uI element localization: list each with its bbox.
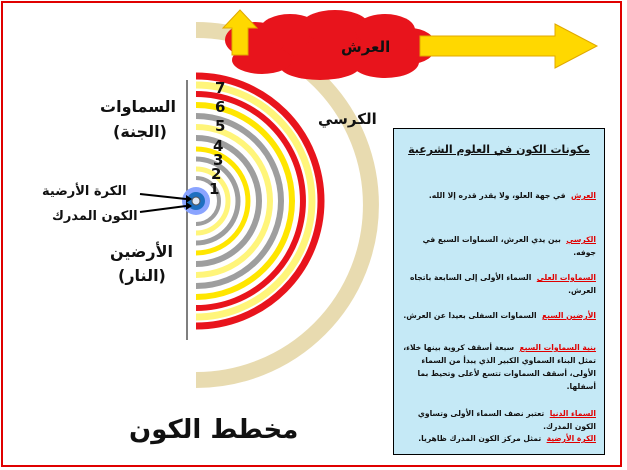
entry-desc: السماوات السفلى بعيدا عن العرش. xyxy=(403,311,537,320)
entry-desc: تعتبر نصف السماء الأولى وتساوي الكون المدرك. xyxy=(417,409,596,431)
panel-entry-high-heavens xyxy=(400,271,596,297)
entry-term: السماء الدنيا xyxy=(549,409,596,418)
entry-desc: بين يدي العرش، السماوات السبع في جوفه. xyxy=(422,235,596,257)
entry-desc: السماء الأولى إلى السابعة باتجاه العرش. xyxy=(409,273,596,295)
ring-number-6: 6 xyxy=(215,98,226,116)
entry-desc: تمثل مركز الكون المدرك ظاهريا. xyxy=(418,434,542,443)
heavens-sub-label: (الجنة) xyxy=(113,122,167,141)
entry-term: السماوات العلى xyxy=(536,273,596,282)
throne-label: العرش xyxy=(341,38,391,56)
entry-desc: في جهة العلو، ولا يقدر قدره إلا الله. xyxy=(428,191,566,200)
ring-number-2: 2 xyxy=(211,165,222,183)
ring-number-5: 5 xyxy=(215,117,226,135)
panel-entry-earth-sphere xyxy=(400,432,596,445)
entry-term: الأرضين السبع xyxy=(541,311,596,320)
throne-cloud xyxy=(225,10,436,80)
entry-term: الكرسي xyxy=(566,235,596,244)
panel-entry-seven-earths xyxy=(400,309,596,322)
panel-entry-arsh xyxy=(400,189,596,202)
heavens-label: السماوات xyxy=(100,97,177,116)
panel-entry-lowest-heaven xyxy=(400,407,596,433)
entry-term: العرش xyxy=(571,191,596,200)
panel-entry-kursi xyxy=(400,233,596,259)
diagram-title: مخطط الكون xyxy=(129,415,299,445)
right-arrow xyxy=(420,24,597,68)
earth-sphere-label: الكرة الأرضية xyxy=(42,184,127,199)
ring-number-4: 4 xyxy=(213,137,224,155)
ring-number-3: 3 xyxy=(213,151,224,169)
components-panel xyxy=(393,128,605,455)
kursi-label: الكرسي xyxy=(318,110,377,128)
earths-label: الأرضين xyxy=(110,242,173,261)
earth-core xyxy=(192,197,200,205)
entry-desc: سبعة أسقف كروية بينها خلاء، تمثل البناء السماوي الكبير الذي يبدأ من السماء الأولى، أسقف السماوات تتسع لأعلى وتحيط بما أسفلها. xyxy=(403,343,596,391)
perceived-universe-label: الكون المدرك xyxy=(52,209,138,224)
ring-number-1: 1 xyxy=(209,180,220,198)
ring-number-7: 7 xyxy=(215,79,226,97)
entry-term: بنية السماوات السبع xyxy=(519,343,596,352)
panel-entry-heaven-structure xyxy=(400,341,596,393)
earths-sub-label: (النار) xyxy=(118,266,166,285)
entry-term: الكرة الأرضية xyxy=(546,434,596,443)
panel-title: مكونات الكون في العلوم الشرعية xyxy=(408,143,590,156)
